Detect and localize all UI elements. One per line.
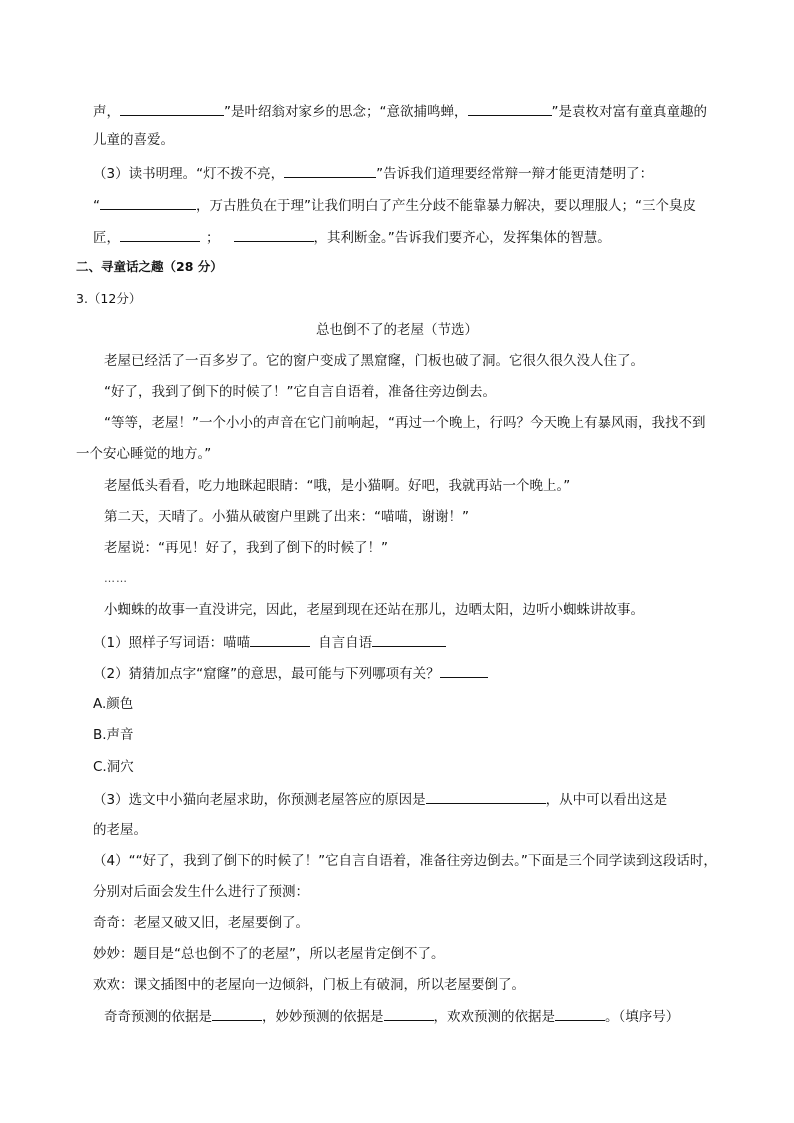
- text: 自言自语: [318, 635, 373, 651]
- paragraph: 老屋低头看看，吃力地眯起眼睛：“哦，是小猫啊。好吧，我就再站一个晚上。”: [104, 478, 571, 494]
- text: ”告诉我们道理要经常辩一辩才能更清楚明了：: [376, 166, 654, 182]
- text: ”是叶绍翁对家乡的思念；“意欲捕鸣蝉，: [224, 104, 468, 120]
- story-title: 总也倒不了的老屋（节选）: [316, 322, 478, 338]
- text: ；: [206, 230, 220, 246]
- sub-question-3: [93, 789, 667, 810]
- text: ，欢欢预测的依据是: [433, 1009, 555, 1025]
- paragraph: 第二天，天晴了。小猫从破窗户里跳了出来：“喵喵，谢谢！”: [104, 509, 469, 525]
- sub-question-4-cont: 分别对后面会发生什么进行了预测：: [93, 884, 309, 900]
- text: （2）猜猜加点字“窟窿”的意思，最可能与下列哪项有关？: [93, 666, 440, 682]
- ellipsis: ……: [104, 572, 128, 585]
- text: 声，: [93, 104, 120, 120]
- prediction-huanhuan: 欢欢：课文插图中的老屋向一边倾斜，门板上有破洞，所以老屋要倒了。: [93, 977, 525, 993]
- answer-blank[interactable]: [250, 632, 310, 647]
- section-heading: 二、寻童话之趣（28 分）: [76, 259, 223, 274]
- text: （3）读书明理。“灯不拨不亮，: [93, 166, 285, 182]
- answer-blank[interactable]: [120, 227, 200, 242]
- line-q3-reading: [93, 163, 653, 184]
- answer-blank[interactable]: [426, 789, 546, 804]
- answer-blank[interactable]: [555, 1006, 605, 1021]
- text: （3）选文中小猫向老屋求助，你预测老屋答应的原因是: [93, 792, 426, 808]
- paragraph: 老屋说：“再见！好了，我到了倒下的时候了！”: [104, 540, 388, 556]
- text: 匠，: [93, 230, 120, 246]
- answer-blank[interactable]: [234, 227, 314, 242]
- answer-blank[interactable]: [372, 632, 446, 647]
- prediction-miaomiao: 妙妙：题目是“总也倒不了的老屋”，所以老屋肯定倒不了。: [93, 946, 445, 962]
- sub-question-4: （4）““好了，我到了倒下的时候了！”它自言自语着，准备往旁边倒去。”下面是三个同学读到这段话时，: [93, 853, 717, 869]
- line-poem-2: 儿童的喜爱。: [93, 132, 174, 148]
- answer-blank[interactable]: [284, 163, 376, 178]
- prediction-qiqi: 奇奇：老屋又破又旧，老屋要倒了。: [93, 915, 309, 931]
- answer-blank[interactable]: [212, 1006, 262, 1021]
- option-c[interactable]: C.洞穴: [93, 759, 134, 775]
- sub-question-2: [93, 663, 488, 684]
- text: ，其利断金。”告诉我们要齐心，发挥集体的智慧。: [313, 230, 611, 246]
- text: ，万古胜负在于理”让我们明白了产生分歧不能靠暴力解决，要以理服人；“三个臭皮: [196, 198, 696, 214]
- answer-blank[interactable]: [100, 195, 196, 210]
- paragraph: “好了，我到了倒下的时候了！”它自言自语着，准备往旁边倒去。: [104, 384, 496, 400]
- fill-basis-line: [104, 1006, 679, 1027]
- line-q3-reading-3: [93, 227, 611, 248]
- text: ”是袁枚对富有童真童趣的: [551, 104, 707, 120]
- answer-blank[interactable]: [440, 663, 488, 678]
- sub-question-1: [93, 632, 446, 653]
- answer-blank[interactable]: [120, 101, 224, 116]
- text: ，妙妙预测的依据是: [262, 1009, 384, 1025]
- text: ，从中可以看出这是: [545, 792, 668, 808]
- answer-blank[interactable]: [468, 101, 552, 116]
- paragraph: “等等，老屋！”一个小小的声音在它门前响起，“再过一个晚上，行吗？今天晚上有暴风雨，我找不到: [104, 415, 706, 431]
- option-a[interactable]: A.颜色: [93, 696, 134, 712]
- line-q3-reading-2: [93, 195, 696, 216]
- paragraph: 老屋已经活了一百多岁了。它的窗户变成了黑窟窿，门板也破了洞。它很久很久没人住了。: [104, 353, 644, 369]
- answer-blank[interactable]: [384, 1006, 434, 1021]
- line-poem-1: [93, 101, 707, 122]
- text: 奇奇预测的依据是: [104, 1009, 212, 1025]
- option-b[interactable]: B.声音: [93, 727, 134, 743]
- paragraph: 一个安心睡觉的地方。”: [76, 446, 212, 462]
- paragraph: 小蜘蛛的故事一直没讲完，因此，老屋到现在还站在那儿，边晒太阳，边听小蜘蛛讲故事。: [104, 602, 644, 618]
- sub-question-3-cont: 的老屋。: [93, 822, 147, 838]
- question-number: 3.（12分）: [76, 291, 142, 306]
- text: 。（填序号）: [605, 1009, 680, 1025]
- text: “: [93, 198, 100, 214]
- text: （1）照样子写词语：喵喵: [93, 635, 251, 651]
